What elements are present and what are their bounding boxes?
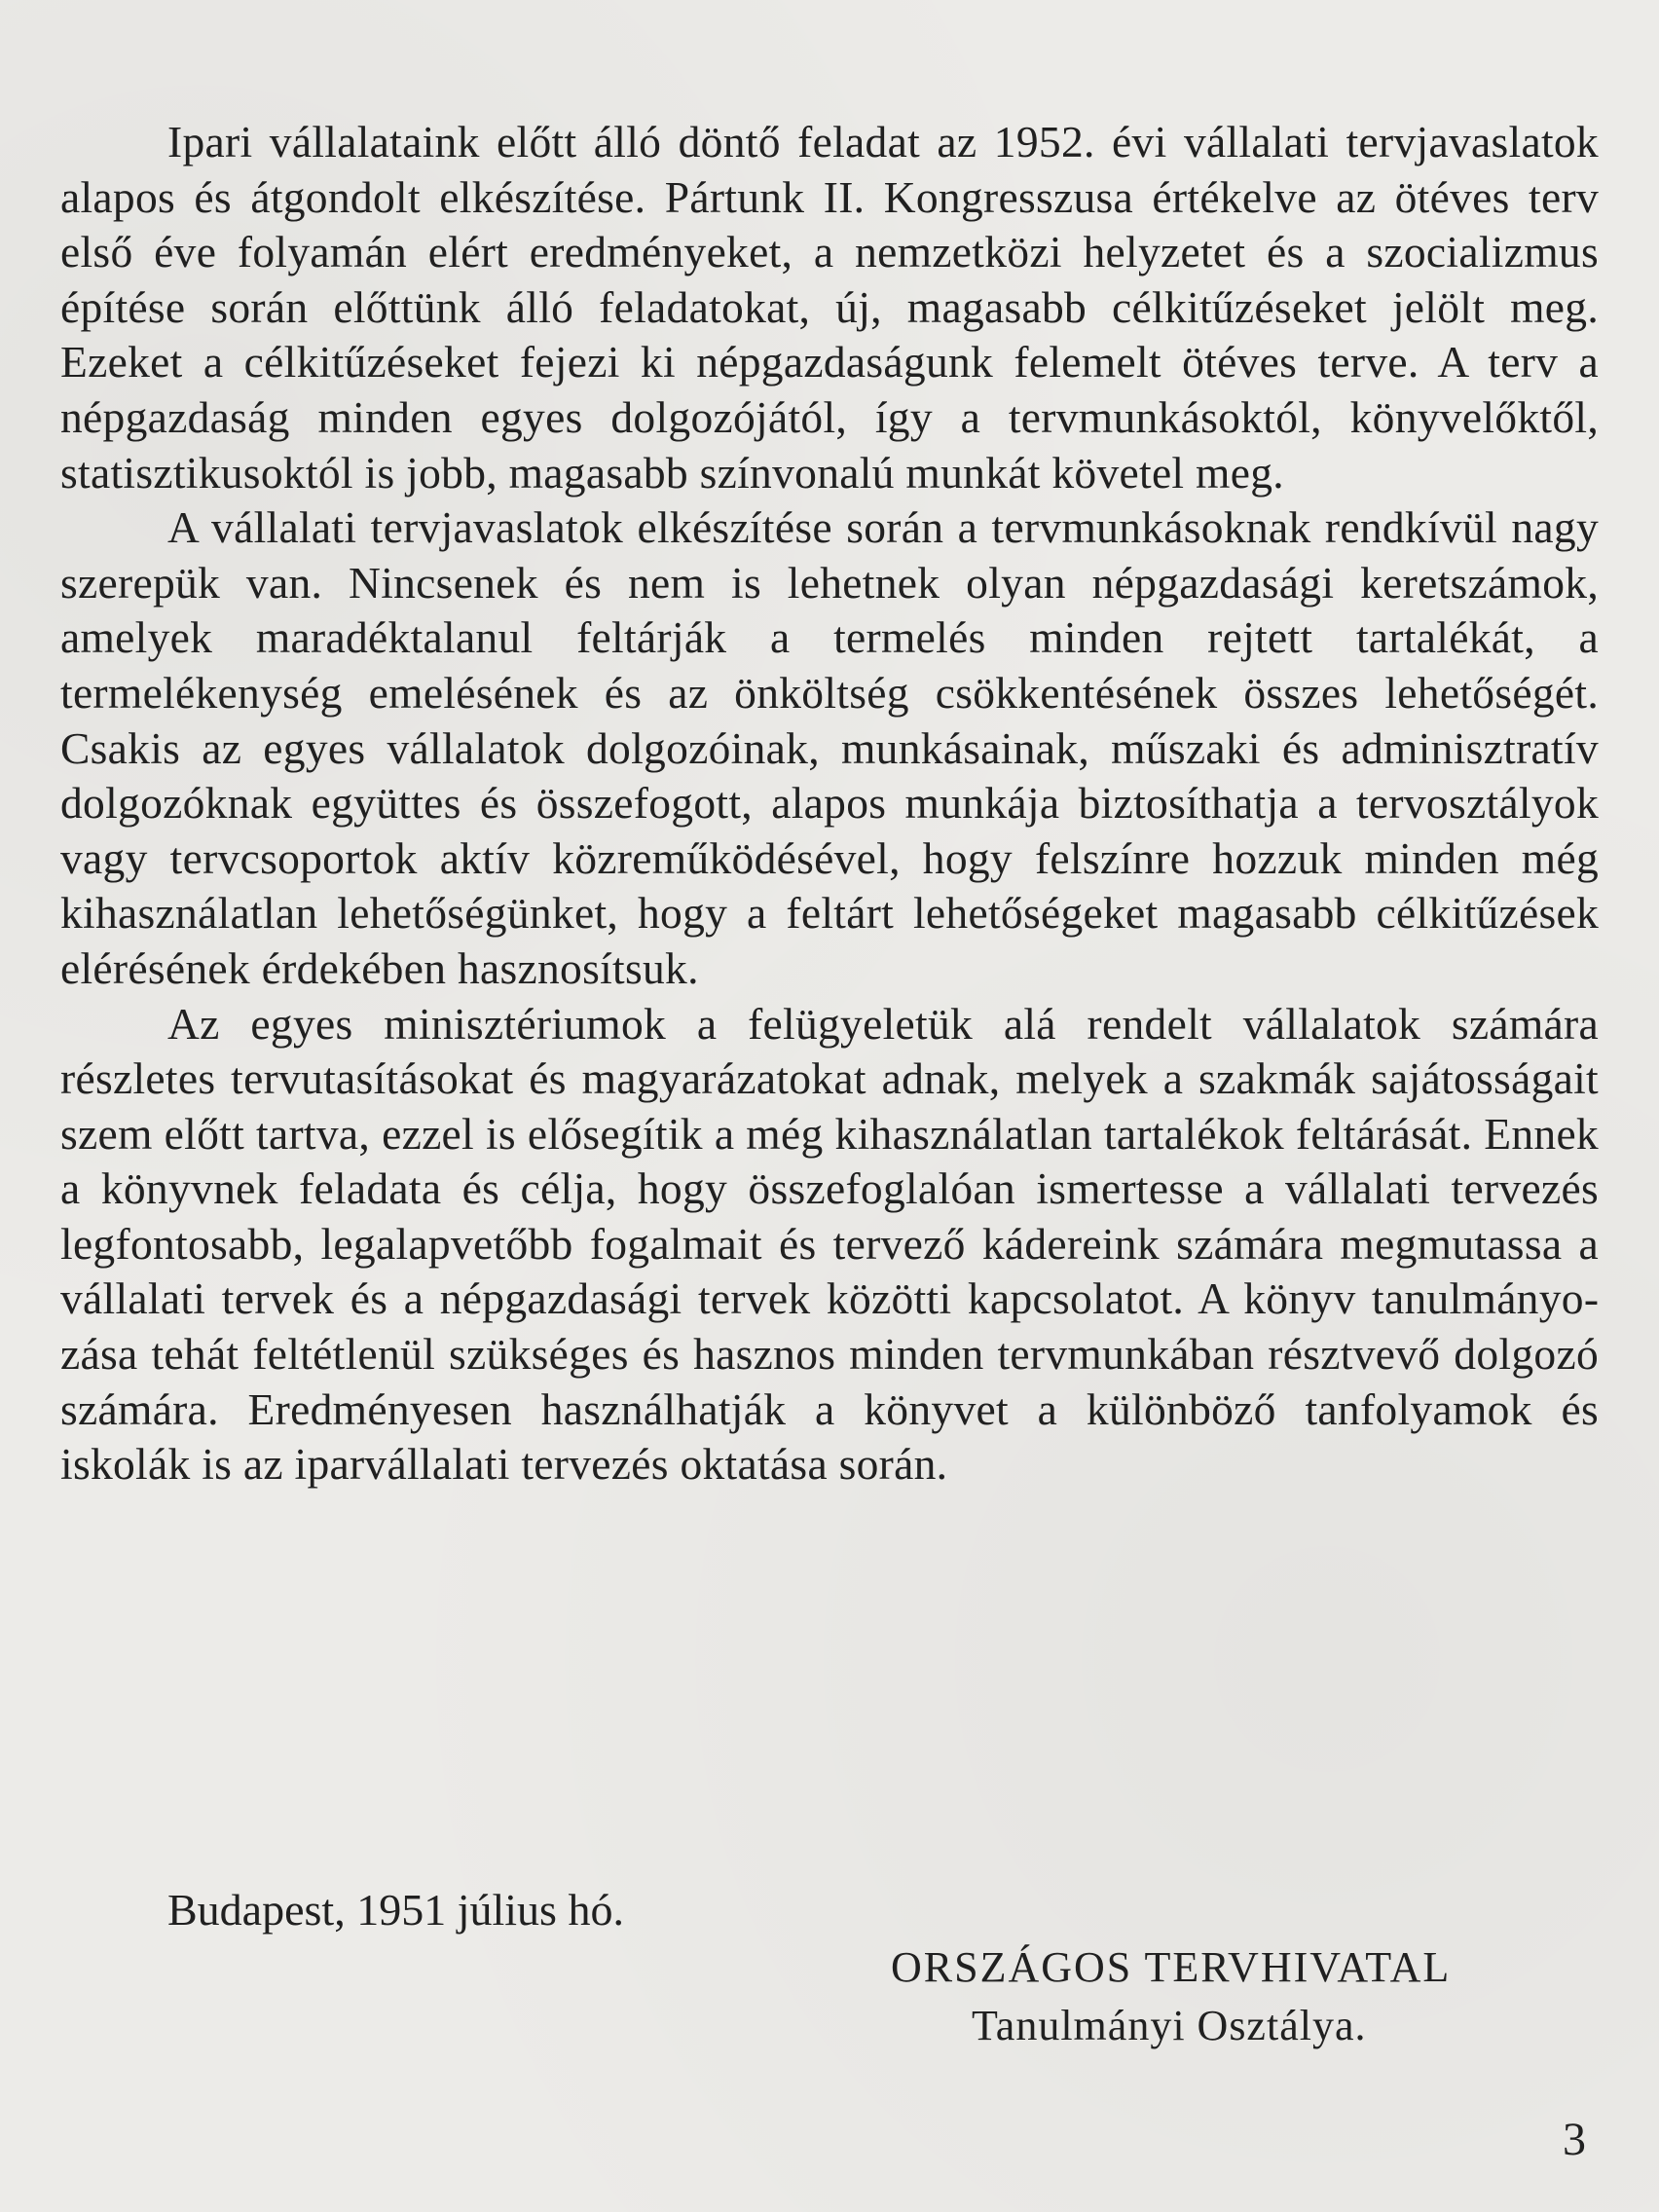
paragraph-3: Az egyes minisztériumok a felügyeletük alá rendelt vállalatok számára részletes tervutasításokat és magyarázatokat adnak, melyek a szakmák sajátosságait szem előtt tartva, ezzel is elősegítik a még kihasználatlan tartalékok feltárását. Ennek a könyvnek feladata és célja, hogy összefoglalóan ismertesse a vállalati tervezés legfontosabb, legalapvetőbb fogalmait és tervező kádereink számára megmutassa a vállalati tervek és a népgazdasági tervek közötti kapcsolatot. A könyv tanulmányozása tehát feltétlenül szükséges és hasznos minden tervmunkában résztvevő dolgozó számára. Eredményesen használhatják a könyvet a különböző tanfolyamok és iskolák is az iparvállalati tervezés oktatása során. [60,998,1599,1490]
signature-department: Tanulmányi Osztálya. [972,2002,1367,2049]
paragraph-1: Ipari vállalataink előtt álló döntő feladat az 1952. évi vállalati tervjavaslatok alapos és átgondolt elkészítése. Pártunk II. Kongresszusa értékelve az ötéves terv első éve folyamán elért eredményeket, a nemzetközi helyzetet és a szocializmus építése során előttünk álló feladatokat, új, magasabb célkitűzéseket jelölt meg. Ezeket a célkitűzéseket fejezi ki népgazdaságunk felemelt ötéves terve. A terv a népgazdaság minden egyes dolgozójától, így a tervmunkásoktól, könyvelőktől, statisztikusoktól is jobb, magasabb színvonalú munkát követel meg. [60,117,1599,498]
page-number: 3 [1563,2114,1586,2165]
signature-organization: ORSZÁGOS TERVHIVATAL [891,1943,1452,1991]
dateline: Budapest, 1951 július hó. [167,1885,624,1935]
paragraph-2: A vállalati tervjavaslatok elkészítése során a tervmunkásoknak rendkívül nagy szerepük van. Nincsenek és nem is lehetnek olyan népgazdasági keretszámok, amelyek maradéktalanul feltárják a termelés minden rejtett tartalékát, a termelékenység emelésének és az önköltség csökkentésének összes lehetőségét. Csakis az egyes vállalatok dolgozóinak, munkásainak, műszaki és adminisztratív dolgozóknak együttes és összefogott, alapos munkája biztosíthatja a tervosztályok vagy tervcsoportok aktív közreműködésével, hogy felszínre hozzuk minden még kihasználatlan lehetőségünket, hogy a feltárt lehetőségeket magasabb célkitűzések elérésének érdekében hasznosítsuk. [60,502,1599,993]
body-text [60,115,1599,1493]
